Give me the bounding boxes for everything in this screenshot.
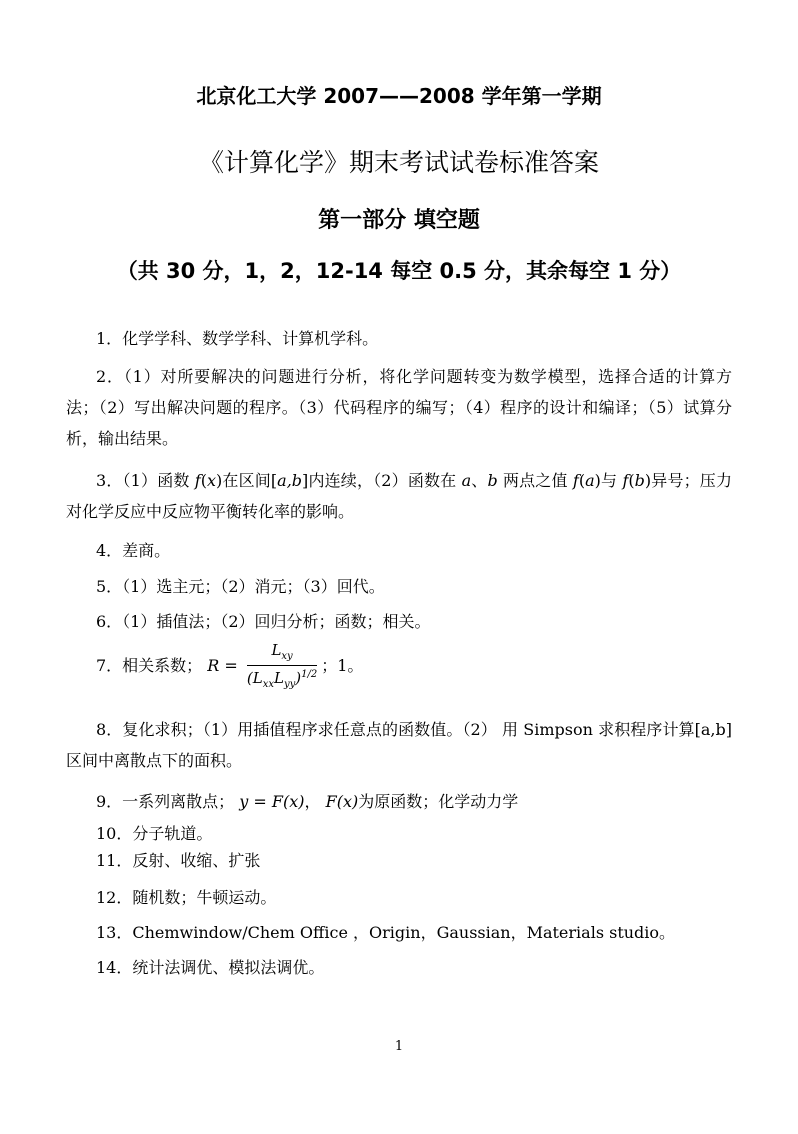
answer-7: 7．相关系数； R = $\frac{L_{xy}}{(L_{xx}L_{yy})^{1/2}}$ ；1。 <box>96 641 364 690</box>
university-term-title: 北京化工大学 2007——2008 学年第一学期 <box>196 84 602 108</box>
answer-8: 8．复化求积；（1）用插值程序求任意点的函数值。（2） 用 Simpson 求积程序计算[a,b]区间中离散点下的面积。 <box>66 720 732 770</box>
answer-12: 12．随机数；牛顿运动。 <box>96 888 277 907</box>
scoring-note: （共 30 分，1，2，12-14 每空 0.5 分，其余每空 1 分） <box>116 259 682 283</box>
correlation-coefficient-formula: $\frac{L_{xy}}{(L_{xx}L_{yy})^{1/2}}$ <box>246 641 318 690</box>
section-heading: 第一部分 填空题 <box>318 208 480 233</box>
answer-10: 10．分子轨道。 <box>96 824 213 843</box>
answer-6: 6．（1）插值法；（2）回归分析；函数；相关。 <box>96 612 431 631</box>
answer-3: 3．（1）函数 f(x)在区间[a,b]内连续，（2）函数在 a、b 两点之值 f(a)与 f(b)异号；压力对化学反应中反应物平衡转化率的影响。 <box>66 471 732 521</box>
answer-14: 14．统计法调优、模拟法调优。 <box>96 958 325 977</box>
answer-13: 13．Chemwindow/Chem Office ，Origin，Gaussian，Materials studio。 <box>96 923 676 942</box>
exam-title: 《计算化学》期末考试试卷标准答案 <box>198 148 599 177</box>
answer-9: 9．一系列离散点； y = F(x)， F(x)为原函数；化学动力学 <box>96 792 519 811</box>
answer-2: 2．（1）对所要解决的问题进行分析，将化学问题转变为数学模型，选择合适的计算方法；（2）写出解决问题的程序。（3）代码程序的编写；（4）程序的设计和编译；（5）试算分析，输出结果。 <box>66 367 732 448</box>
answer-5: 5．（1）选主元；（2）消元；（3）回代。 <box>96 577 385 596</box>
answer-4: 4．差商。 <box>96 541 171 560</box>
page-number: 1 <box>394 1039 404 1054</box>
answer-11: 11．反射、收缩、扩张 <box>96 851 261 870</box>
answer-1: 1．化学学科、数学学科、计算机学科。 <box>96 329 379 348</box>
